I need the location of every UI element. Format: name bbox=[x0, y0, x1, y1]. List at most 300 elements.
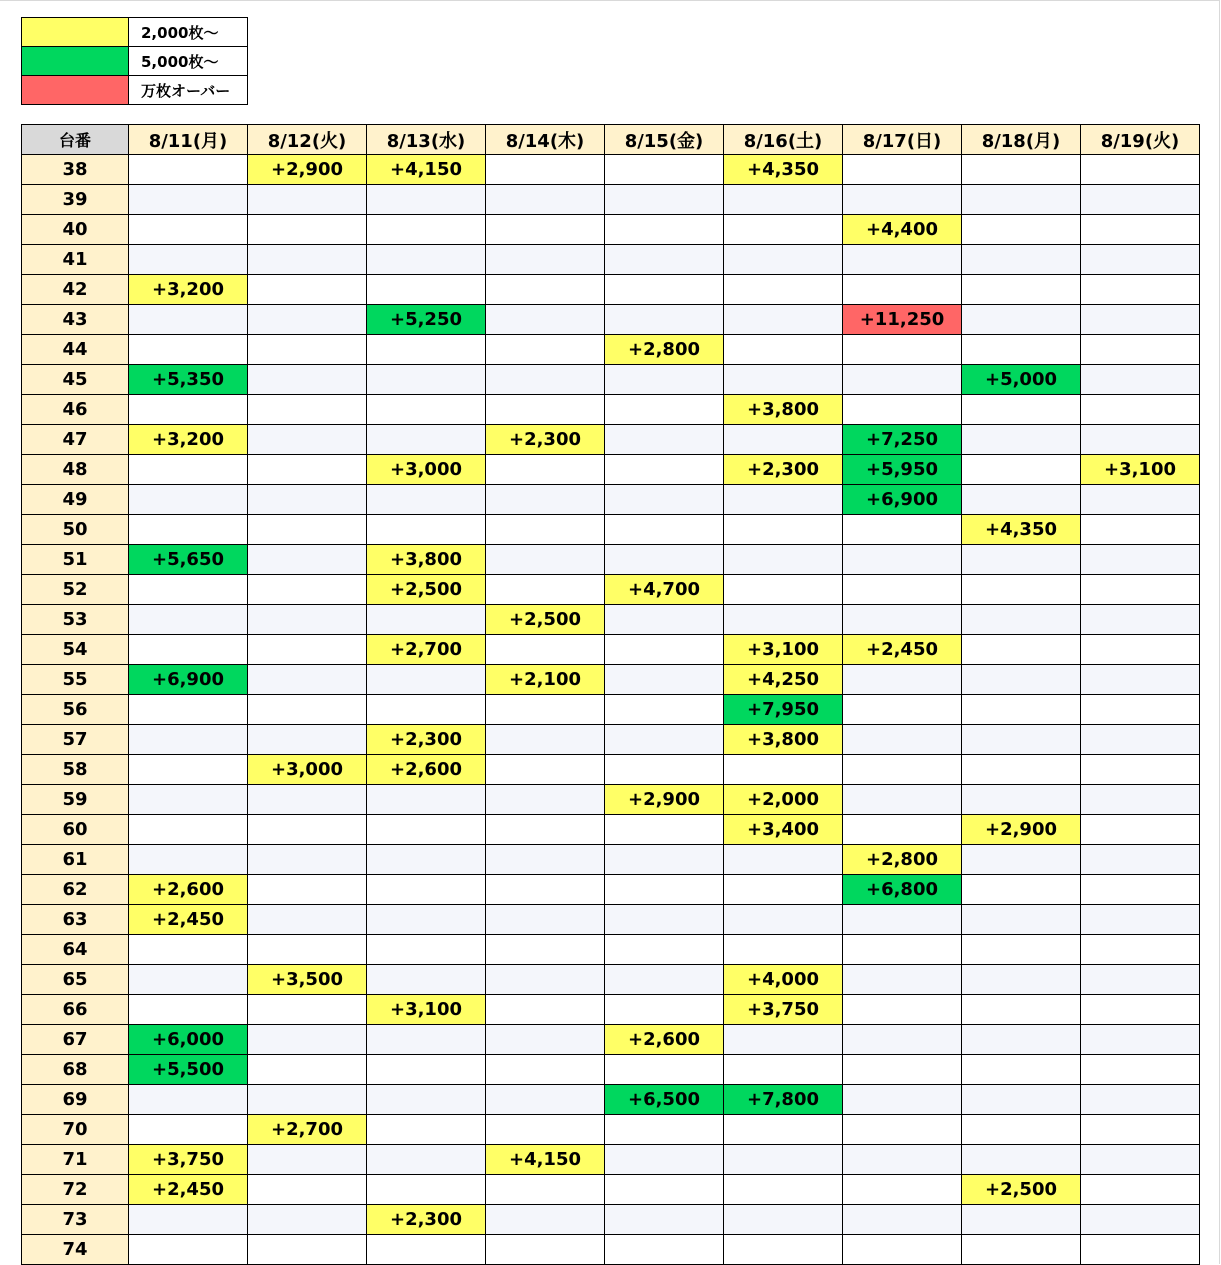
result-cell bbox=[605, 545, 724, 575]
result-cell bbox=[1081, 1055, 1200, 1085]
result-cell bbox=[962, 845, 1081, 875]
date-header: 8/15(金) bbox=[605, 125, 724, 155]
table-row bbox=[22, 335, 1200, 365]
date-header: 8/18(月) bbox=[962, 125, 1081, 155]
header-row bbox=[22, 125, 1200, 155]
result-cell bbox=[248, 425, 367, 455]
result-cell bbox=[724, 935, 843, 965]
result-cell bbox=[248, 1235, 367, 1265]
legend-swatch bbox=[22, 76, 129, 105]
machine-number: 62 bbox=[22, 875, 129, 905]
result-cell bbox=[724, 335, 843, 365]
result-cell bbox=[486, 755, 605, 785]
result-cell: +4,400 bbox=[843, 215, 962, 245]
result-cell bbox=[486, 875, 605, 905]
result-cell bbox=[367, 185, 486, 215]
result-cell bbox=[1081, 635, 1200, 665]
result-cell bbox=[367, 335, 486, 365]
result-cell: +2,700 bbox=[367, 635, 486, 665]
result-cell bbox=[129, 935, 248, 965]
result-cell bbox=[605, 1235, 724, 1265]
result-cell bbox=[486, 1235, 605, 1265]
result-cell bbox=[367, 245, 486, 275]
result-cell bbox=[1081, 605, 1200, 635]
result-cell bbox=[129, 1115, 248, 1145]
result-cell bbox=[1081, 665, 1200, 695]
result-cell: +2,450 bbox=[843, 635, 962, 665]
result-cell bbox=[843, 755, 962, 785]
result-cell bbox=[724, 1115, 843, 1145]
result-cell bbox=[248, 695, 367, 725]
result-cell bbox=[605, 665, 724, 695]
result-cell bbox=[367, 1085, 486, 1115]
result-cell: +6,800 bbox=[843, 875, 962, 905]
result-cell bbox=[1081, 1235, 1200, 1265]
result-cell bbox=[367, 605, 486, 635]
date-header: 8/12(火) bbox=[248, 125, 367, 155]
result-cell bbox=[724, 305, 843, 335]
table-row bbox=[22, 605, 1200, 635]
result-cell bbox=[724, 515, 843, 545]
date-header: 8/16(土) bbox=[724, 125, 843, 155]
machine-number: 49 bbox=[22, 485, 129, 515]
result-cell bbox=[367, 395, 486, 425]
result-cell bbox=[724, 215, 843, 245]
machine-number: 68 bbox=[22, 1055, 129, 1085]
result-cell bbox=[724, 245, 843, 275]
result-cell bbox=[1081, 1085, 1200, 1115]
table-row bbox=[22, 1205, 1200, 1235]
result-cell: +3,000 bbox=[248, 755, 367, 785]
machine-number: 64 bbox=[22, 935, 129, 965]
result-cell bbox=[843, 395, 962, 425]
table-row bbox=[22, 305, 1200, 335]
table-row bbox=[22, 905, 1200, 935]
legend-label: 万枚オーバー bbox=[129, 76, 248, 105]
result-cell bbox=[605, 935, 724, 965]
result-cell bbox=[605, 485, 724, 515]
result-cell bbox=[248, 935, 367, 965]
result-cell bbox=[129, 515, 248, 545]
result-cell: +2,100 bbox=[486, 665, 605, 695]
result-cell bbox=[962, 545, 1081, 575]
table-row bbox=[22, 875, 1200, 905]
result-cell: +4,250 bbox=[724, 665, 843, 695]
result-cell bbox=[367, 845, 486, 875]
result-cell bbox=[724, 575, 843, 605]
result-cell bbox=[486, 395, 605, 425]
result-cell bbox=[843, 725, 962, 755]
result-cell bbox=[962, 1025, 1081, 1055]
result-cell: +2,800 bbox=[843, 845, 962, 875]
result-cell: +2,300 bbox=[724, 455, 843, 485]
result-cell bbox=[129, 815, 248, 845]
result-cell bbox=[1081, 155, 1200, 185]
machine-number: 59 bbox=[22, 785, 129, 815]
result-cell bbox=[248, 605, 367, 635]
machine-number: 72 bbox=[22, 1175, 129, 1205]
result-cell bbox=[843, 995, 962, 1025]
machine-number: 46 bbox=[22, 395, 129, 425]
result-cell bbox=[367, 965, 486, 995]
table-row bbox=[22, 935, 1200, 965]
table-row bbox=[22, 755, 1200, 785]
result-cell: +4,000 bbox=[724, 965, 843, 995]
result-cell bbox=[1081, 395, 1200, 425]
result-cell: +5,250 bbox=[367, 305, 486, 335]
result-cell: +4,700 bbox=[605, 575, 724, 605]
result-cell bbox=[367, 425, 486, 455]
result-cell bbox=[843, 335, 962, 365]
table-row bbox=[22, 275, 1200, 305]
result-cell bbox=[1081, 515, 1200, 545]
machine-number: 50 bbox=[22, 515, 129, 545]
result-cell bbox=[367, 365, 486, 395]
results-table bbox=[21, 124, 1200, 1265]
machine-number: 70 bbox=[22, 1115, 129, 1145]
machine-number: 43 bbox=[22, 305, 129, 335]
result-cell: +2,000 bbox=[724, 785, 843, 815]
result-cell: +3,200 bbox=[129, 425, 248, 455]
result-cell bbox=[605, 905, 724, 935]
result-cell bbox=[724, 365, 843, 395]
table-row bbox=[22, 845, 1200, 875]
table-row bbox=[22, 395, 1200, 425]
result-cell bbox=[605, 755, 724, 785]
date-header: 8/11(月) bbox=[129, 125, 248, 155]
result-cell bbox=[605, 635, 724, 665]
result-cell bbox=[962, 665, 1081, 695]
result-cell bbox=[843, 1145, 962, 1175]
result-cell bbox=[843, 965, 962, 995]
machine-number: 74 bbox=[22, 1235, 129, 1265]
result-cell bbox=[486, 1175, 605, 1205]
result-cell bbox=[843, 1235, 962, 1265]
result-cell bbox=[367, 1055, 486, 1085]
machine-number: 41 bbox=[22, 245, 129, 275]
result-cell bbox=[248, 245, 367, 275]
result-cell bbox=[486, 305, 605, 335]
machine-number: 44 bbox=[22, 335, 129, 365]
result-cell bbox=[486, 155, 605, 185]
result-cell bbox=[605, 455, 724, 485]
result-cell bbox=[367, 905, 486, 935]
table-row bbox=[22, 215, 1200, 245]
result-cell bbox=[486, 215, 605, 245]
result-cell bbox=[605, 275, 724, 305]
result-cell bbox=[724, 1145, 843, 1175]
result-cell bbox=[367, 785, 486, 815]
table-row bbox=[22, 1055, 1200, 1085]
machine-number: 61 bbox=[22, 845, 129, 875]
result-cell bbox=[843, 1055, 962, 1085]
result-cell bbox=[843, 275, 962, 305]
result-cell bbox=[248, 1145, 367, 1175]
result-cell bbox=[962, 1055, 1081, 1085]
result-cell bbox=[605, 725, 724, 755]
result-cell bbox=[962, 275, 1081, 305]
result-cell bbox=[248, 395, 367, 425]
legend-swatch bbox=[22, 47, 129, 76]
legend-row bbox=[22, 47, 248, 76]
result-cell bbox=[605, 155, 724, 185]
table-row bbox=[22, 815, 1200, 845]
result-cell bbox=[843, 1025, 962, 1055]
result-cell bbox=[962, 1145, 1081, 1175]
result-cell bbox=[129, 575, 248, 605]
result-cell bbox=[1081, 305, 1200, 335]
result-cell bbox=[724, 1175, 843, 1205]
result-cell bbox=[486, 245, 605, 275]
table-row bbox=[22, 1235, 1200, 1265]
result-cell bbox=[248, 1025, 367, 1055]
result-cell bbox=[367, 215, 486, 245]
result-cell bbox=[1081, 785, 1200, 815]
machine-number: 45 bbox=[22, 365, 129, 395]
result-cell: +3,500 bbox=[248, 965, 367, 995]
table-row bbox=[22, 995, 1200, 1025]
result-cell bbox=[486, 635, 605, 665]
date-header: 8/17(日) bbox=[843, 125, 962, 155]
result-cell: +4,350 bbox=[962, 515, 1081, 545]
result-cell bbox=[843, 185, 962, 215]
table-row bbox=[22, 485, 1200, 515]
result-cell bbox=[605, 1115, 724, 1145]
result-cell bbox=[1081, 1025, 1200, 1055]
result-cell bbox=[605, 305, 724, 335]
result-cell bbox=[486, 1115, 605, 1145]
result-cell bbox=[486, 485, 605, 515]
result-cell bbox=[367, 935, 486, 965]
legend-swatch bbox=[22, 18, 129, 47]
result-cell bbox=[1081, 425, 1200, 455]
result-cell bbox=[1081, 725, 1200, 755]
result-cell bbox=[129, 485, 248, 515]
result-cell bbox=[367, 815, 486, 845]
result-cell bbox=[1081, 215, 1200, 245]
result-cell bbox=[1081, 245, 1200, 275]
table-row bbox=[22, 185, 1200, 215]
result-cell bbox=[843, 1205, 962, 1235]
result-cell bbox=[962, 1115, 1081, 1145]
result-cell bbox=[129, 335, 248, 365]
result-cell bbox=[486, 1025, 605, 1055]
result-cell bbox=[129, 725, 248, 755]
table-row bbox=[22, 665, 1200, 695]
result-cell: +3,000 bbox=[367, 455, 486, 485]
result-cell: +5,000 bbox=[962, 365, 1081, 395]
result-cell bbox=[129, 155, 248, 185]
result-cell bbox=[962, 1085, 1081, 1115]
date-header: 8/19(火) bbox=[1081, 125, 1200, 155]
machine-number: 56 bbox=[22, 695, 129, 725]
result-cell bbox=[962, 695, 1081, 725]
result-cell bbox=[962, 305, 1081, 335]
result-cell bbox=[962, 215, 1081, 245]
result-cell bbox=[129, 1205, 248, 1235]
result-cell bbox=[843, 1175, 962, 1205]
result-cell bbox=[1081, 365, 1200, 395]
machine-number: 57 bbox=[22, 725, 129, 755]
machine-number: 71 bbox=[22, 1145, 129, 1175]
result-cell bbox=[962, 785, 1081, 815]
result-cell bbox=[248, 905, 367, 935]
date-header: 8/13(水) bbox=[367, 125, 486, 155]
result-cell bbox=[724, 845, 843, 875]
result-cell: +6,000 bbox=[129, 1025, 248, 1055]
result-cell bbox=[367, 275, 486, 305]
result-cell bbox=[248, 785, 367, 815]
result-cell bbox=[1081, 335, 1200, 365]
result-cell bbox=[1081, 905, 1200, 935]
result-cell bbox=[962, 575, 1081, 605]
result-cell: +3,800 bbox=[367, 545, 486, 575]
table-row bbox=[22, 785, 1200, 815]
result-cell: +4,350 bbox=[724, 155, 843, 185]
result-cell bbox=[486, 365, 605, 395]
result-cell bbox=[605, 1175, 724, 1205]
result-cell bbox=[129, 395, 248, 425]
result-cell bbox=[962, 965, 1081, 995]
result-cell: +2,300 bbox=[367, 1205, 486, 1235]
result-cell bbox=[486, 965, 605, 995]
result-cell bbox=[129, 845, 248, 875]
machine-number: 54 bbox=[22, 635, 129, 665]
result-cell bbox=[248, 1175, 367, 1205]
result-cell bbox=[486, 335, 605, 365]
result-cell bbox=[486, 1205, 605, 1235]
result-cell bbox=[248, 335, 367, 365]
result-cell: +3,200 bbox=[129, 275, 248, 305]
result-cell: +2,900 bbox=[605, 785, 724, 815]
result-cell bbox=[486, 1055, 605, 1085]
result-cell: +3,800 bbox=[724, 395, 843, 425]
result-cell bbox=[1081, 275, 1200, 305]
machine-number: 42 bbox=[22, 275, 129, 305]
result-cell: +2,500 bbox=[486, 605, 605, 635]
result-cell bbox=[248, 995, 367, 1025]
result-cell bbox=[962, 905, 1081, 935]
result-cell bbox=[248, 215, 367, 245]
result-cell bbox=[1081, 1115, 1200, 1145]
result-cell bbox=[962, 755, 1081, 785]
result-cell bbox=[486, 785, 605, 815]
machine-number: 69 bbox=[22, 1085, 129, 1115]
result-cell bbox=[367, 1145, 486, 1175]
result-cell bbox=[843, 785, 962, 815]
result-cell bbox=[129, 755, 248, 785]
result-cell bbox=[129, 185, 248, 215]
result-cell bbox=[962, 245, 1081, 275]
table-row bbox=[22, 425, 1200, 455]
result-cell bbox=[486, 725, 605, 755]
result-cell bbox=[129, 995, 248, 1025]
result-cell bbox=[367, 695, 486, 725]
legend-label: 2,000枚〜 bbox=[129, 18, 248, 47]
result-cell bbox=[605, 695, 724, 725]
result-cell bbox=[962, 485, 1081, 515]
result-cell bbox=[962, 185, 1081, 215]
result-cell bbox=[724, 875, 843, 905]
machine-number: 40 bbox=[22, 215, 129, 245]
result-cell bbox=[486, 815, 605, 845]
table-row bbox=[22, 455, 1200, 485]
result-cell bbox=[605, 245, 724, 275]
result-cell: +3,800 bbox=[724, 725, 843, 755]
result-cell bbox=[724, 1235, 843, 1265]
result-cell: +2,500 bbox=[367, 575, 486, 605]
result-cell bbox=[486, 515, 605, 545]
result-cell: +7,250 bbox=[843, 425, 962, 455]
result-cell bbox=[486, 455, 605, 485]
result-cell: +2,600 bbox=[367, 755, 486, 785]
table-row bbox=[22, 1145, 1200, 1175]
result-cell bbox=[605, 965, 724, 995]
result-cell: +2,800 bbox=[605, 335, 724, 365]
result-cell bbox=[962, 935, 1081, 965]
result-cell bbox=[129, 965, 248, 995]
result-cell bbox=[129, 305, 248, 335]
result-cell bbox=[367, 515, 486, 545]
result-cell bbox=[843, 545, 962, 575]
result-cell: +3,400 bbox=[724, 815, 843, 845]
result-cell bbox=[1081, 185, 1200, 215]
result-cell bbox=[129, 215, 248, 245]
result-cell: +4,150 bbox=[486, 1145, 605, 1175]
result-cell bbox=[248, 575, 367, 605]
result-cell: +5,950 bbox=[843, 455, 962, 485]
result-cell bbox=[1081, 545, 1200, 575]
result-cell bbox=[843, 695, 962, 725]
result-cell bbox=[248, 725, 367, 755]
result-cell bbox=[605, 1205, 724, 1235]
result-cell bbox=[724, 905, 843, 935]
result-cell bbox=[248, 665, 367, 695]
table-row bbox=[22, 365, 1200, 395]
legend-row bbox=[22, 18, 248, 47]
result-cell bbox=[605, 425, 724, 455]
result-cell: +2,300 bbox=[486, 425, 605, 455]
result-cell: +6,900 bbox=[843, 485, 962, 515]
result-cell bbox=[486, 845, 605, 875]
result-cell bbox=[367, 875, 486, 905]
result-cell bbox=[605, 1145, 724, 1175]
result-cell: +6,900 bbox=[129, 665, 248, 695]
result-cell bbox=[962, 1205, 1081, 1235]
result-cell bbox=[962, 725, 1081, 755]
result-cell bbox=[486, 905, 605, 935]
result-cell bbox=[129, 1085, 248, 1115]
result-cell bbox=[367, 1175, 486, 1205]
machine-number: 55 bbox=[22, 665, 129, 695]
date-header: 8/14(木) bbox=[486, 125, 605, 155]
result-cell bbox=[724, 1205, 843, 1235]
table-row bbox=[22, 545, 1200, 575]
result-cell: +3,750 bbox=[724, 995, 843, 1025]
result-cell bbox=[724, 485, 843, 515]
result-cell bbox=[129, 605, 248, 635]
result-cell: +3,100 bbox=[724, 635, 843, 665]
result-cell bbox=[129, 245, 248, 275]
machine-number: 48 bbox=[22, 455, 129, 485]
result-cell: +2,450 bbox=[129, 905, 248, 935]
result-cell bbox=[367, 665, 486, 695]
result-cell bbox=[1081, 755, 1200, 785]
result-cell bbox=[724, 755, 843, 785]
table-row bbox=[22, 1085, 1200, 1115]
table-row bbox=[22, 1115, 1200, 1145]
result-cell bbox=[843, 815, 962, 845]
